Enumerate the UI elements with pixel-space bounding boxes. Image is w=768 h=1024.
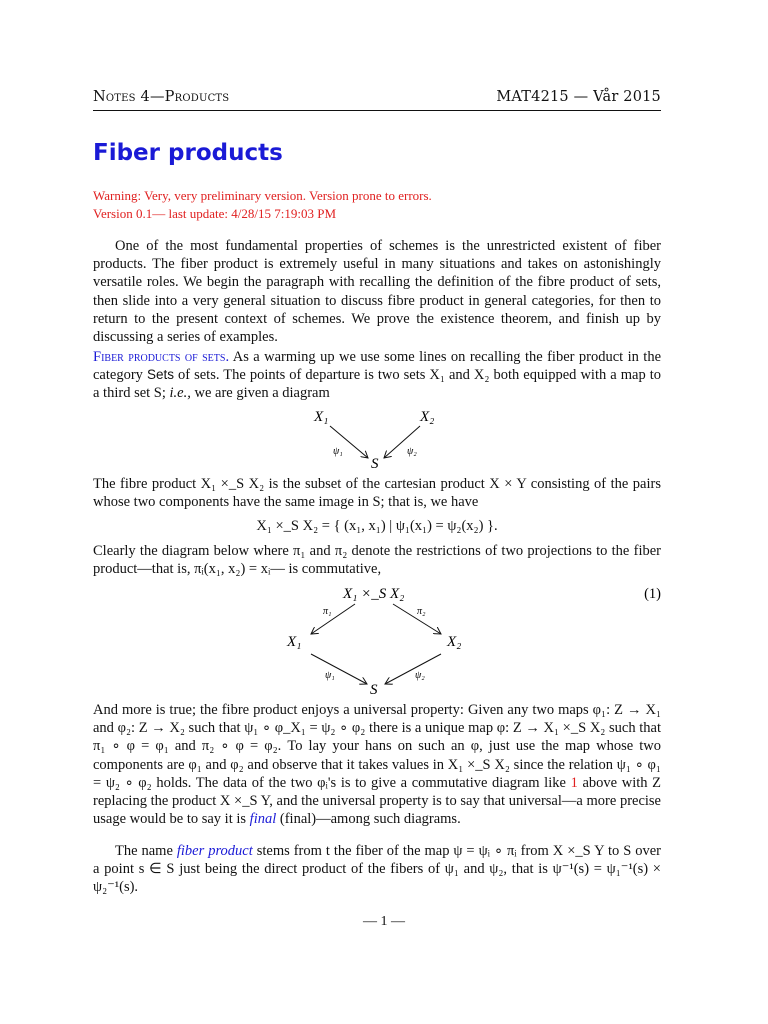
- universal-text-b: above with Z replacing the product X ×_S Y, and the universal property is to say that universal—a more precise usage would be to say it is: [93, 774, 661, 828]
- diagram2-top: X₁ ×_S X₂: [343, 586, 405, 602]
- diagram2-label-psi2: ψ₂: [415, 670, 425, 681]
- universal-text-c: (final)—among such diagrams.: [279, 811, 461, 828]
- header-right: MAT4215 — Vår 2015: [496, 89, 661, 105]
- diagram2-x2: X₂: [447, 634, 462, 650]
- diagram1-x1: X₁: [314, 409, 329, 425]
- ie-abbrev: i.e.,: [169, 385, 191, 402]
- name-text-b: stems from t the fiber of the map ψ = ψᵢ ∘ πᵢ from X ×_S Y to S over a point s ∈ S just being the direct product of the fibers of ψ₁ and ψ₂, that is ψ⁻¹(s) = ψ₁⁻¹(s) × ψ₂⁻¹(s).: [93, 843, 661, 896]
- fibre-definition-paragraph: The fibre product X₁ ×_S X₂ is the subset of the cartesian product X × Y consisting of the pairs whose two components have the same image in S; that is, we have: [93, 476, 661, 511]
- name-text-a: The name: [115, 843, 173, 859]
- universal-property-paragraph: [93, 701, 661, 828]
- diagram2-label-psi1: ψ₁: [325, 670, 335, 681]
- diagram2-arrow-psi1: [311, 654, 367, 684]
- diagram2-x1: X₁: [287, 634, 302, 650]
- page-number: — 1 —: [363, 914, 405, 929]
- equation-number: (1): [644, 586, 661, 602]
- commutative-paragraph: Clearly the diagram below where π₁ and π₂ denote the restrictions of two projections to the fiber product—that is, πᵢ(x₁, x₂) = xᵢ— is commutative,: [93, 543, 661, 578]
- diagram-cospan: [290, 402, 470, 474]
- universal-text-a: And more is true; the fibre product enjoys a universal property: Given any two maps φ₁: Z → X₁ and φ₂: Z → X₂ such that ψ₁ ∘ φ_X₁ = ψ₂ ∘ φ₂ there is a unique map φ: Z → X₁ ×_S X₂ such that π₁ ∘ φ = φ₁ and π₂ ∘ φ = φ₂. To lay your hans on such an φ, just use the map whose two components are φ₁ and φ₂ and observe that it takes values in X₁ ×_S X₂ since the relation ψ₁ ∘ φ₁ = ψ₂ ∘ φ₂ holds. The data of the two φᵢ's is to give a commutative diagram like: [93, 702, 661, 791]
- section-paragraph: [93, 348, 661, 403]
- fibre-product-equation: X₁ ×_S X₂ = { (x₁, x₁) | ψ₁(x₁) = ψ₂(x₂) }.: [256, 518, 498, 534]
- diagram-reference-link[interactable]: 1: [570, 774, 578, 791]
- diagram1-label-psi1: ψ₁: [333, 446, 343, 457]
- header-rule: [93, 110, 661, 111]
- version-warning: [93, 187, 673, 223]
- category-name: Sets: [146, 367, 174, 383]
- diagram-square: [93, 582, 661, 700]
- diagram1-x2: X₂: [420, 409, 435, 425]
- warning-line: Warning: Very, very preliminary version. Version prone to errors.: [93, 188, 432, 203]
- diagram2-label-pi1: π₁: [323, 606, 332, 617]
- version-line: Version 0.1— last update: 4/28/15 7:19:03 PM: [93, 206, 337, 221]
- page-title: Fiber products: [93, 140, 283, 166]
- header-left: Notes 4—Products: [93, 89, 230, 105]
- diagram1-label-psi2: ψ₂: [407, 446, 417, 457]
- section-text-c: we are given a diagram: [194, 385, 330, 402]
- intro-paragraph: One of the most fundamental properties of schemes is the unrestricted existent of fiber products. The fiber product is extremely useful in many situations and takes on astonishingly versatile roles. We begin the paragraph with recalling the definition of the fibre product of sets, then slide into a very general situation to discuss fibre product in general categories, for then to return to the present context of schemes. We prove the existence theorem, and finish up by discussing a series of examples.: [93, 238, 661, 346]
- section-text-a: As a warming up we use some lines on recalling the fiber product in the category: [93, 349, 662, 384]
- diagram2-arrow-pi1: [311, 604, 355, 634]
- section-text-b: of sets. The points of departure is two sets X₁ and X₂ both equipped with a map to a third set S;: [93, 367, 662, 402]
- final-term: final: [249, 811, 277, 828]
- fiber-product-term: fiber product: [176, 843, 253, 859]
- diagram1-s: S: [371, 456, 379, 472]
- running-header: [93, 89, 661, 111]
- diagram2-label-pi2: π₂: [417, 606, 426, 617]
- name-origin-paragraph: [93, 842, 661, 897]
- diagram2-arrow-psi2: [385, 654, 441, 684]
- diagram2-s: S: [370, 682, 378, 698]
- section-heading: Fiber products of sets.: [93, 349, 230, 365]
